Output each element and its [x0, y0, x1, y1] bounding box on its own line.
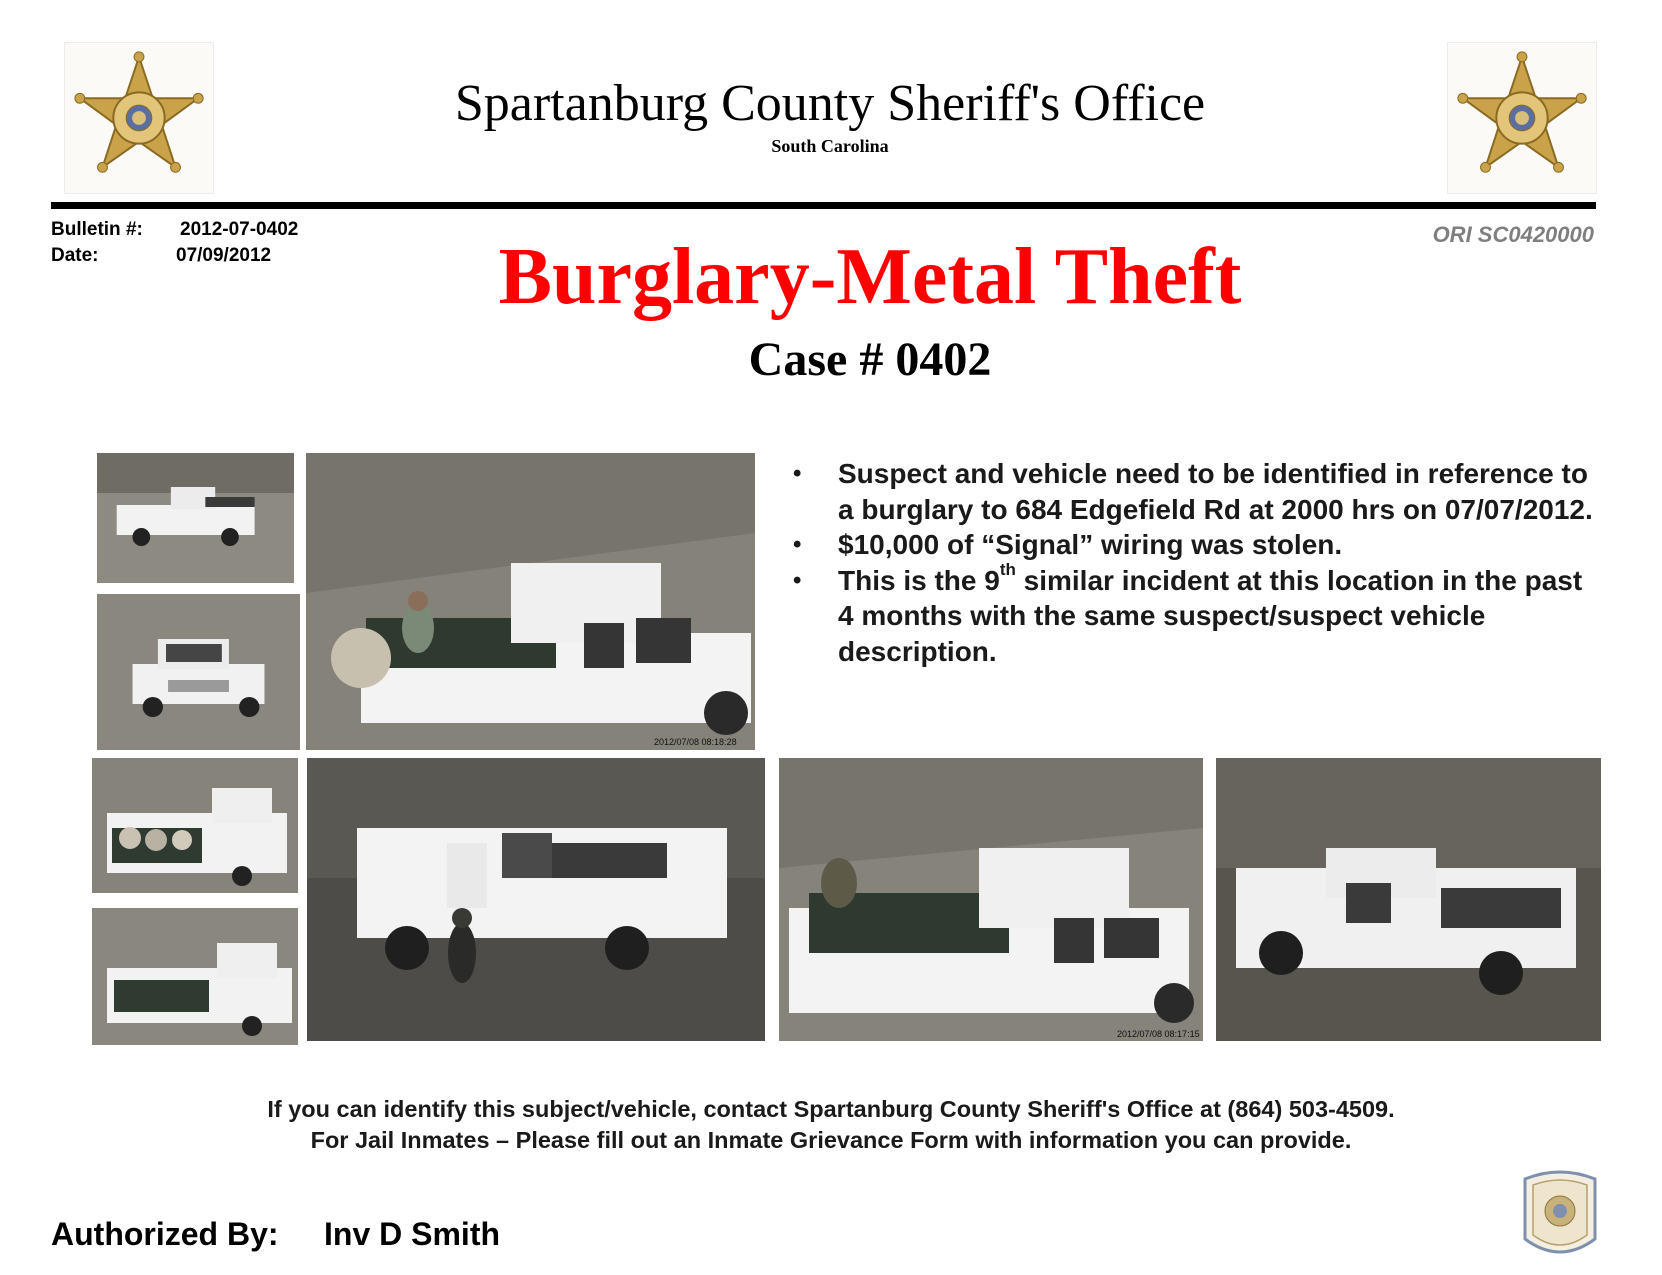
authorized-by-label: Authorized By:	[51, 1216, 279, 1252]
surveillance-photo-2	[97, 594, 300, 750]
bulletin-title: Burglary-Metal Theft	[498, 233, 1242, 321]
surveillance-photo-7	[1216, 758, 1601, 1041]
surveillance-photo-4	[92, 908, 298, 1045]
agency-state: South Carolina	[771, 136, 889, 156]
photo-timestamp-main: 2012/07/08 08:18:28	[654, 737, 737, 747]
header-divider	[51, 202, 1596, 209]
fact-text-prior-incidents-post: similar incident at this location in the past 4 months with the same suspect/suspect vehicle description.	[838, 564, 1583, 667]
fact-text-prior-incidents-pre: This is the 9	[838, 564, 1000, 596]
authorized-by-name: Inv D Smith	[324, 1216, 501, 1252]
agency-name: Spartanburg County Sheriff's Office	[454, 75, 1206, 132]
sheriff-badge-left	[64, 42, 214, 194]
surveillance-photo-1	[97, 453, 294, 583]
fact-text-stolen-property: $10,000 of “Signal” wiring was stolen.	[838, 529, 1343, 560]
surveillance-photo-3	[92, 758, 298, 893]
sheriff-badge-right	[1447, 42, 1597, 194]
ordinal-suffix: th	[999, 560, 1016, 580]
photo-timestamp-second: 2012/07/08 08:17:15	[1117, 1029, 1200, 1039]
case-facts-list	[793, 456, 1593, 669]
bulletin-number: 2012-07-0402	[180, 219, 299, 240]
date-value: 07/09/2012	[176, 245, 272, 266]
case-number: Case # 0402	[748, 333, 992, 386]
contact-instruction: If you can identify this subject/vehicle, contact Spartanburg County Sheriff's Office at (864) 503-4509.	[267, 1096, 1395, 1122]
accreditation-seal	[1521, 1169, 1599, 1261]
surveillance-photo-5	[307, 758, 765, 1041]
surveillance-photo-main	[306, 453, 755, 750]
date-label: Date:	[51, 245, 99, 266]
inmate-instruction: For Jail Inmates – Please fill out an Inmate Grievance Form with information you can provide.	[310, 1127, 1352, 1153]
bulletin-label: Bulletin #:	[51, 219, 143, 240]
fact-text-identification: Suspect and vehicle need to be identified in reference to a burglary to 684 Edgefield Rd at 2000 hrs on 07/07/2012.	[838, 458, 1593, 525]
ori-number: ORI SC0420000	[1432, 222, 1594, 247]
fact-item-identification	[793, 456, 1593, 527]
fact-item-stolen-property	[793, 527, 1593, 563]
fact-item-prior-incidents	[793, 560, 1593, 670]
surveillance-photo-6	[779, 758, 1203, 1041]
